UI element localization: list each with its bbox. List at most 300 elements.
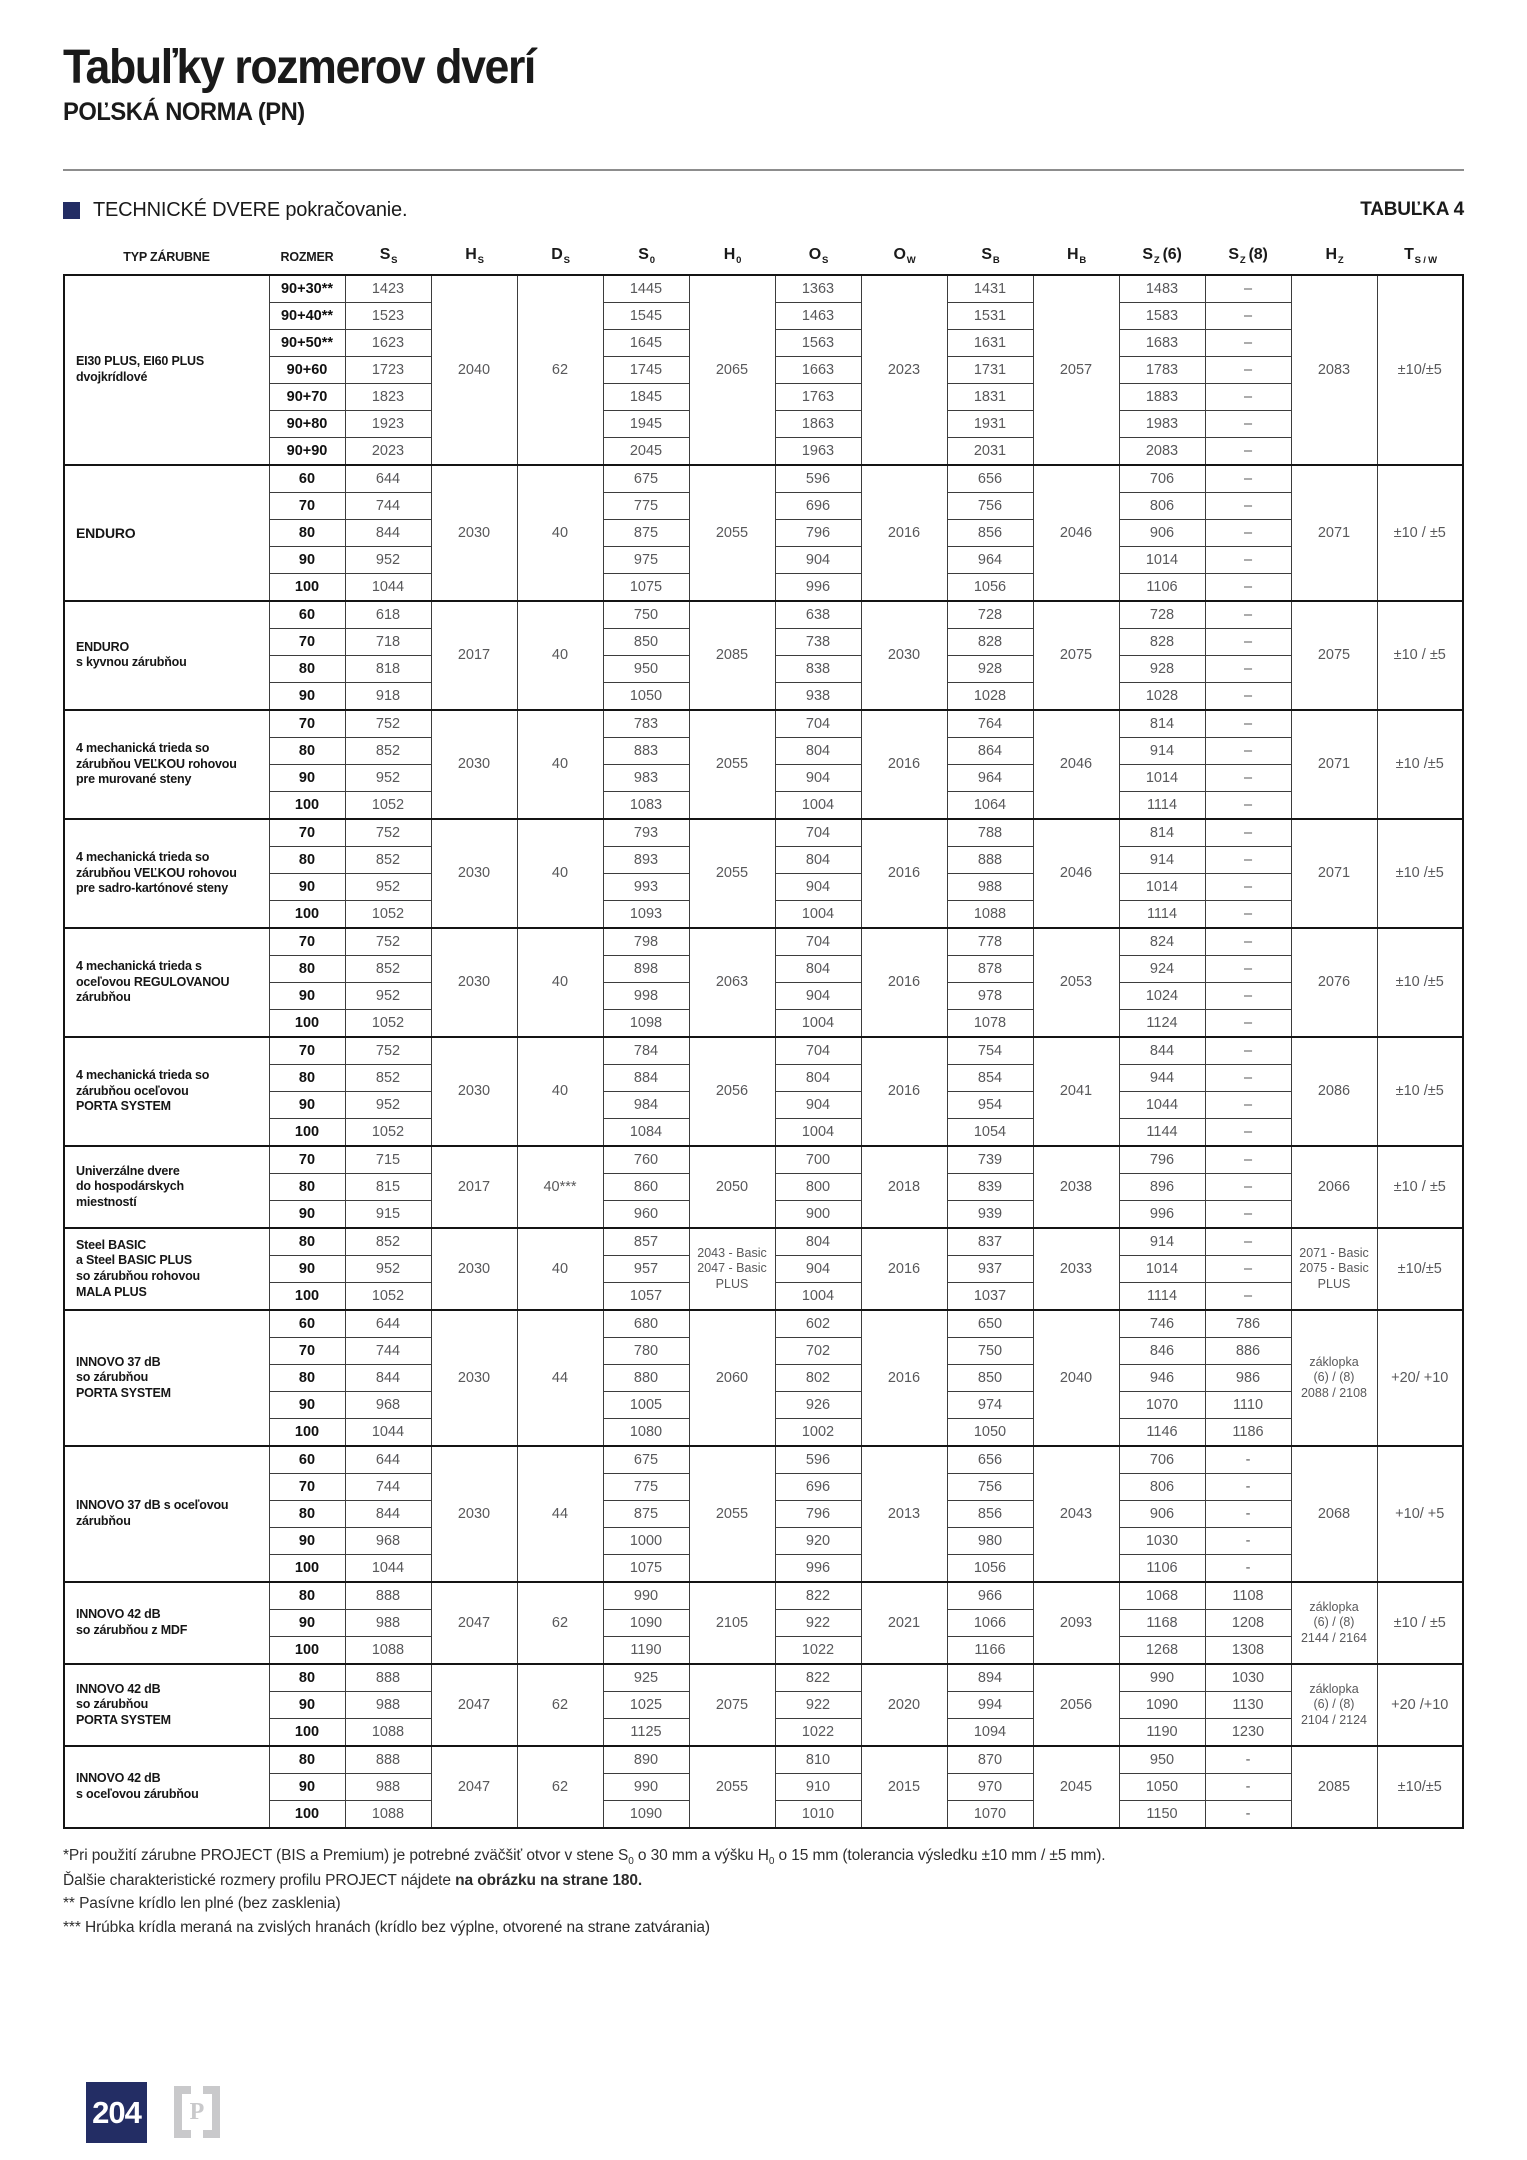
value-cell-sz6: 1114: [1119, 791, 1205, 819]
size-cell: 90: [269, 1255, 345, 1282]
value-cell-hb: 2033: [1033, 1228, 1119, 1310]
size-cell: 80: [269, 1746, 345, 1774]
value-cell-os: 904: [775, 546, 861, 573]
value-cell-sz6: 1190: [1119, 1718, 1205, 1746]
value-cell-os: 1963: [775, 437, 861, 465]
value-cell-s0: 1745: [603, 356, 689, 383]
size-cell: 60: [269, 1310, 345, 1338]
value-cell-sz8: –: [1205, 682, 1291, 710]
value-cell-s0: 975: [603, 546, 689, 573]
value-cell-os: 804: [775, 737, 861, 764]
tolerance-cell: +20 /+10: [1377, 1664, 1463, 1746]
value-cell-sz6: 906: [1119, 1500, 1205, 1527]
value-cell-hz: 2071: [1291, 710, 1377, 819]
value-cell-h0: 2055: [689, 1446, 775, 1582]
size-cell: 90: [269, 682, 345, 710]
value-cell-sz8: –: [1205, 492, 1291, 519]
size-cell: 80: [269, 955, 345, 982]
value-cell-s0: 1080: [603, 1418, 689, 1446]
value-cell-sz8: –: [1205, 302, 1291, 329]
value-cell-ds: 62: [517, 1746, 603, 1828]
value-cell-os: 822: [775, 1582, 861, 1610]
value-cell-s0: 990: [603, 1773, 689, 1800]
value-cell-ow: 2016: [861, 1037, 947, 1146]
frame-type-cell: ENDURO: [64, 465, 269, 601]
value-cell-sz8: –: [1205, 846, 1291, 873]
value-cell-ow: 2015: [861, 1746, 947, 1828]
value-cell-hs: 2030: [431, 1310, 517, 1446]
value-cell-ss: 1052: [345, 1009, 431, 1037]
value-cell-sb: 1531: [947, 302, 1033, 329]
value-cell-ss: 618: [345, 601, 431, 629]
value-cell-sz6: 1683: [1119, 329, 1205, 356]
value-cell-ss: 1052: [345, 900, 431, 928]
value-cell-hb: 2056: [1033, 1664, 1119, 1746]
value-cell-ss: 852: [345, 955, 431, 982]
value-cell-hs: 2040: [431, 275, 517, 465]
value-cell-sz8: 886: [1205, 1337, 1291, 1364]
value-cell-s0: 957: [603, 1255, 689, 1282]
value-cell-os: 1002: [775, 1418, 861, 1446]
table-row: [64, 465, 1463, 493]
value-cell-os: 802: [775, 1364, 861, 1391]
value-cell-s0: 1190: [603, 1636, 689, 1664]
column-header-subscript: 0: [736, 254, 742, 266]
size-cell: 90: [269, 764, 345, 791]
value-cell-sz6: 914: [1119, 737, 1205, 764]
value-cell-sz8: -: [1205, 1800, 1291, 1828]
value-cell-ss: 888: [345, 1746, 431, 1774]
value-cell-sz6: 1114: [1119, 1282, 1205, 1310]
value-cell-sb: 828: [947, 628, 1033, 655]
size-cell: 80: [269, 737, 345, 764]
value-cell-ow: 2016: [861, 1310, 947, 1446]
value-cell-hb: 2043: [1033, 1446, 1119, 1582]
column-header: $S_Z$ (8): [1228, 245, 1268, 266]
value-cell-sz6: 1114: [1119, 900, 1205, 928]
value-cell-s0: 990: [603, 1582, 689, 1610]
value-cell-ss: 852: [345, 737, 431, 764]
value-cell-os: 904: [775, 764, 861, 791]
value-cell-sz8: –: [1205, 1228, 1291, 1256]
table-title: TABUĽKA 4: [1360, 199, 1464, 221]
value-cell-sb: 964: [947, 764, 1033, 791]
value-cell-ss: 1052: [345, 1282, 431, 1310]
value-cell-ss: 1044: [345, 1418, 431, 1446]
value-cell-sz8: 1108: [1205, 1582, 1291, 1610]
value-cell-os: 822: [775, 1664, 861, 1692]
value-cell-os: 1004: [775, 791, 861, 819]
value-cell-sz6: 1124: [1119, 1009, 1205, 1037]
size-cell: 90+70: [269, 383, 345, 410]
size-cell: 80: [269, 1173, 345, 1200]
value-cell-sz8: –: [1205, 437, 1291, 465]
frame-type-cell: 4 mechanická trieda so zárubňou oceľovou PORTA SYSTEM: [64, 1037, 269, 1146]
value-cell-sz6: 946: [1119, 1364, 1205, 1391]
value-cell-ow: 2016: [861, 819, 947, 928]
value-cell-sb: 928: [947, 655, 1033, 682]
value-cell-sb: 864: [947, 737, 1033, 764]
size-cell: 90+50**: [269, 329, 345, 356]
column-header: $H_B$: [1066, 245, 1087, 266]
value-cell-s0: 1645: [603, 329, 689, 356]
tolerance-cell: +10/ +5: [1377, 1446, 1463, 1582]
size-cell: 70: [269, 1037, 345, 1065]
value-cell-sz6: 1014: [1119, 873, 1205, 900]
value-cell-hb: 2046: [1033, 819, 1119, 928]
value-cell-sz8: –: [1205, 764, 1291, 791]
column-header-subscript: S: [391, 254, 398, 266]
tolerance-cell: ±10 /±5: [1377, 1037, 1463, 1146]
value-cell-sz6: 706: [1119, 1446, 1205, 1474]
value-cell-sz8: –: [1205, 519, 1291, 546]
value-cell-sb: 856: [947, 519, 1033, 546]
value-cell-ss: 988: [345, 1773, 431, 1800]
column-header-subscript: B: [992, 254, 1000, 266]
value-cell-ss: 1823: [345, 383, 431, 410]
table-row: [64, 601, 1463, 629]
value-cell-ss: 644: [345, 1310, 431, 1338]
size-cell: 60: [269, 465, 345, 493]
value-cell-os: 920: [775, 1527, 861, 1554]
value-cell-sb: 750: [947, 1337, 1033, 1364]
value-cell-sz8: –: [1205, 628, 1291, 655]
value-cell-ss: 952: [345, 982, 431, 1009]
value-cell-sb: 1066: [947, 1609, 1033, 1636]
value-cell-ss: 715: [345, 1146, 431, 1174]
value-cell-sb: 1831: [947, 383, 1033, 410]
value-cell-s0: 798: [603, 928, 689, 956]
value-cell-ds: 44: [517, 1446, 603, 1582]
value-cell-os: 1863: [775, 410, 861, 437]
value-cell-s0: 883: [603, 737, 689, 764]
value-cell-sz8: –: [1205, 1091, 1291, 1118]
value-cell-sz8: -: [1205, 1527, 1291, 1554]
value-cell-ow: 2016: [861, 1228, 947, 1310]
size-cell: 100: [269, 573, 345, 601]
value-cell-sz8: –: [1205, 275, 1291, 303]
value-cell-ss: 1052: [345, 791, 431, 819]
value-cell-sz6: 990: [1119, 1664, 1205, 1692]
value-cell-ss: 968: [345, 1391, 431, 1418]
value-cell-s0: 884: [603, 1064, 689, 1091]
value-cell-sz8: –: [1205, 737, 1291, 764]
value-cell-hz: záklopka (6) / (8) 2144 / 2164: [1291, 1582, 1377, 1664]
value-cell-ss: 1044: [345, 573, 431, 601]
value-cell-os: 838: [775, 655, 861, 682]
size-cell: 90+80: [269, 410, 345, 437]
value-cell-s0: 983: [603, 764, 689, 791]
value-cell-ss: 952: [345, 1255, 431, 1282]
tolerance-cell: ±10 / ±5: [1377, 601, 1463, 710]
value-cell-sz6: 1090: [1119, 1691, 1205, 1718]
section-title: TECHNICKÉ DVERE pokračovanie.: [93, 198, 408, 221]
value-cell-os: 922: [775, 1691, 861, 1718]
section-header-left: [63, 199, 407, 222]
size-cell: 90+40**: [269, 302, 345, 329]
value-cell-sb: 739: [947, 1146, 1033, 1174]
value-cell-s0: 1084: [603, 1118, 689, 1146]
value-cell-hb: 2040: [1033, 1310, 1119, 1446]
table-row: [64, 819, 1463, 847]
value-cell-sb: 837: [947, 1228, 1033, 1256]
table-row: [64, 1664, 1463, 1692]
frame-type-cell: INNOVO 37 dB s oceľovou zárubňou: [64, 1446, 269, 1582]
value-cell-h0: 2065: [689, 275, 775, 465]
value-cell-ds: 40: [517, 465, 603, 601]
value-cell-sb: 856: [947, 1500, 1033, 1527]
value-cell-sz6: 1044: [1119, 1091, 1205, 1118]
value-cell-ow: 2016: [861, 928, 947, 1037]
value-cell-ss: 744: [345, 1473, 431, 1500]
value-cell-os: 1004: [775, 900, 861, 928]
value-cell-sz8: –: [1205, 710, 1291, 738]
value-cell-sb: 966: [947, 1582, 1033, 1610]
value-cell-hs: 2047: [431, 1582, 517, 1664]
value-cell-s0: 890: [603, 1746, 689, 1774]
size-cell: 80: [269, 655, 345, 682]
value-cell-s0: 875: [603, 519, 689, 546]
value-cell-sz6: 1146: [1119, 1418, 1205, 1446]
frame-type-cell: INNOVO 37 dB so zárubňou PORTA SYSTEM: [64, 1310, 269, 1446]
value-cell-h0: 2085: [689, 601, 775, 710]
value-cell-os: 796: [775, 1500, 861, 1527]
value-cell-sz6: 1014: [1119, 764, 1205, 791]
value-cell-ss: 1088: [345, 1718, 431, 1746]
value-cell-sz8: –: [1205, 655, 1291, 682]
size-cell: 100: [269, 1418, 345, 1446]
column-header-subscript: S: [563, 254, 570, 266]
value-cell-sz6: 1106: [1119, 573, 1205, 601]
value-cell-hz: 2076: [1291, 928, 1377, 1037]
value-cell-os: 696: [775, 1473, 861, 1500]
value-cell-sz8: –: [1205, 1173, 1291, 1200]
value-cell-sz6: 928: [1119, 655, 1205, 682]
frame-type-cell: INNOVO 42 dB so zárubňou PORTA SYSTEM: [64, 1664, 269, 1746]
value-cell-os: 1022: [775, 1718, 861, 1746]
value-cell-os: 738: [775, 628, 861, 655]
tolerance-cell: ±10 / ±5: [1377, 465, 1463, 601]
value-cell-sb: 1431: [947, 275, 1033, 303]
value-cell-sb: 1094: [947, 1718, 1033, 1746]
value-cell-s0: 960: [603, 1200, 689, 1228]
value-cell-sz8: –: [1205, 1064, 1291, 1091]
value-cell-sz8: –: [1205, 1009, 1291, 1037]
column-header: $O_W$: [893, 245, 916, 266]
value-cell-sz6: 1983: [1119, 410, 1205, 437]
frame-type-cell: 4 mechanická trieda s oceľovou REGULOVANOU zárubňou: [64, 928, 269, 1037]
value-cell-sz8: -: [1205, 1773, 1291, 1800]
value-cell-ss: 988: [345, 1691, 431, 1718]
value-cell-sb: 1056: [947, 573, 1033, 601]
column-header-subscript: S / W: [1414, 254, 1437, 266]
value-cell-hz: 2071: [1291, 819, 1377, 928]
value-cell-sz8: –: [1205, 791, 1291, 819]
value-cell-sb: 1064: [947, 791, 1033, 819]
value-cell-sz6: 924: [1119, 955, 1205, 982]
value-cell-sz6: 1030: [1119, 1527, 1205, 1554]
value-cell-sz6: 914: [1119, 846, 1205, 873]
size-cell: 80: [269, 1364, 345, 1391]
value-cell-sz6: 828: [1119, 628, 1205, 655]
table-body: [64, 275, 1463, 1828]
value-cell-os: 596: [775, 465, 861, 493]
size-cell: 90: [269, 1773, 345, 1800]
tolerance-cell: ±10 /±5: [1377, 928, 1463, 1037]
value-cell-ow: 2018: [861, 1146, 947, 1228]
frame-type-cell: ENDURO s kyvnou zárubňou: [64, 601, 269, 710]
value-cell-sb: 964: [947, 546, 1033, 573]
column-header: $T_{S / W}$: [1404, 245, 1437, 266]
value-cell-sz8: –: [1205, 410, 1291, 437]
value-cell-os: 938: [775, 682, 861, 710]
value-cell-s0: 793: [603, 819, 689, 847]
value-cell-sz6: 1883: [1119, 383, 1205, 410]
value-cell-ss: 952: [345, 546, 431, 573]
size-cell: 70: [269, 819, 345, 847]
value-cell-s0: 880: [603, 1364, 689, 1391]
table-row: [64, 275, 1463, 303]
value-cell-sz6: 728: [1119, 601, 1205, 629]
value-cell-sz8: –: [1205, 928, 1291, 956]
value-cell-sz8: 1186: [1205, 1418, 1291, 1446]
value-cell-ss: 844: [345, 519, 431, 546]
column-header: ROZMER: [280, 249, 334, 264]
value-cell-s0: 1075: [603, 573, 689, 601]
value-cell-h0: 2105: [689, 1582, 775, 1664]
value-cell-s0: 2045: [603, 437, 689, 465]
value-cell-ss: 815: [345, 1173, 431, 1200]
value-cell-sz6: 996: [1119, 1200, 1205, 1228]
value-cell-hz: 2071: [1291, 465, 1377, 601]
value-cell-ss: 818: [345, 655, 431, 682]
value-cell-hb: 2093: [1033, 1582, 1119, 1664]
value-cell-ss: 952: [345, 1091, 431, 1118]
value-cell-s0: 1075: [603, 1554, 689, 1582]
value-cell-sz8: -: [1205, 1473, 1291, 1500]
value-cell-s0: 1098: [603, 1009, 689, 1037]
brand-logo-letter: P: [189, 2098, 205, 2125]
value-cell-os: 1363: [775, 275, 861, 303]
value-cell-s0: 857: [603, 1228, 689, 1256]
value-cell-s0: 780: [603, 1337, 689, 1364]
value-cell-os: 704: [775, 710, 861, 738]
value-cell-os: 922: [775, 1609, 861, 1636]
value-cell-ow: 2023: [861, 275, 947, 465]
brand-logo: [174, 2086, 220, 2138]
value-cell-sb: 978: [947, 982, 1033, 1009]
value-cell-s0: 875: [603, 1500, 689, 1527]
value-cell-sz6: 914: [1119, 1228, 1205, 1256]
size-cell: 70: [269, 1146, 345, 1174]
value-cell-s0: 950: [603, 655, 689, 682]
value-cell-sz6: 950: [1119, 1746, 1205, 1774]
value-cell-sb: 1028: [947, 682, 1033, 710]
value-cell-sz8: –: [1205, 546, 1291, 573]
value-cell-os: 900: [775, 1200, 861, 1228]
value-cell-sb: 788: [947, 819, 1033, 847]
page-title: Tabuľky rozmerov dverí: [63, 41, 535, 94]
value-cell-os: 810: [775, 1746, 861, 1774]
value-cell-sz6: 1150: [1119, 1800, 1205, 1828]
value-cell-sz6: 846: [1119, 1337, 1205, 1364]
value-cell-sb: 728: [947, 601, 1033, 629]
value-cell-sz6: 1068: [1119, 1582, 1205, 1610]
column-header: $S_Z$ (6): [1142, 245, 1182, 266]
value-cell-hs: 2030: [431, 1446, 517, 1582]
value-cell-hb: 2075: [1033, 601, 1119, 710]
footnote: *Pri použití zárubne PROJECT (BIS a Premium) je potrebné zväčšiť otvor v stene $S_0$ o 30 mm a výšku $H_0$ o 15 mm (tolerancia výsledku ±10 mm / ±5 mm).: [63, 1846, 1106, 1868]
value-cell-sz8: –: [1205, 955, 1291, 982]
value-cell-ds: 40***: [517, 1146, 603, 1228]
size-cell: 100: [269, 1118, 345, 1146]
value-cell-ss: 844: [345, 1500, 431, 1527]
value-cell-ss: 888: [345, 1664, 431, 1692]
value-cell-sz6: 1050: [1119, 1773, 1205, 1800]
value-cell-os: 702: [775, 1337, 861, 1364]
value-cell-hs: 2047: [431, 1664, 517, 1746]
value-cell-h0: 2055: [689, 465, 775, 601]
value-cell-sz6: 896: [1119, 1173, 1205, 1200]
tolerance-cell: +20/ +10: [1377, 1310, 1463, 1446]
size-cell: 90: [269, 546, 345, 573]
size-cell: 90: [269, 1200, 345, 1228]
value-cell-os: 804: [775, 1064, 861, 1091]
value-cell-ow: 2020: [861, 1664, 947, 1746]
tolerance-cell: ±10 / ±5: [1377, 1146, 1463, 1228]
value-cell-os: 996: [775, 573, 861, 601]
value-cell-s0: 1057: [603, 1282, 689, 1310]
column-header: $H_Z$: [1325, 245, 1344, 266]
value-cell-ds: 62: [517, 275, 603, 465]
value-cell-hz: 2066: [1291, 1146, 1377, 1228]
header-row: [64, 246, 1463, 275]
value-cell-os: 796: [775, 519, 861, 546]
value-cell-h0: 2055: [689, 819, 775, 928]
value-cell-hb: 2041: [1033, 1037, 1119, 1146]
column-header: $O_S$: [808, 245, 829, 266]
value-cell-hz: 2085: [1291, 1746, 1377, 1828]
value-cell-os: 704: [775, 1037, 861, 1065]
value-cell-hs: 2030: [431, 819, 517, 928]
value-cell-os: 804: [775, 955, 861, 982]
value-cell-s0: 1000: [603, 1527, 689, 1554]
size-cell: 80: [269, 1064, 345, 1091]
value-cell-s0: 783: [603, 710, 689, 738]
tolerance-cell: ±10/±5: [1377, 1228, 1463, 1310]
value-cell-sz8: 1030: [1205, 1664, 1291, 1692]
value-cell-sz8: 1110: [1205, 1391, 1291, 1418]
value-cell-os: 638: [775, 601, 861, 629]
value-cell-ss: 888: [345, 1582, 431, 1610]
value-cell-s0: 1845: [603, 383, 689, 410]
value-cell-sz8: –: [1205, 383, 1291, 410]
value-cell-s0: 984: [603, 1091, 689, 1118]
value-cell-sb: 656: [947, 465, 1033, 493]
value-cell-h0: 2075: [689, 1664, 775, 1746]
column-header-subscript: B: [1079, 254, 1087, 266]
value-cell-ds: 44: [517, 1310, 603, 1446]
table-row: [64, 1446, 1463, 1474]
value-cell-sz6: 814: [1119, 819, 1205, 847]
value-cell-s0: 775: [603, 492, 689, 519]
value-cell-sb: 1731: [947, 356, 1033, 383]
footnotes: [63, 1844, 1464, 1939]
value-cell-h0: 2055: [689, 1746, 775, 1828]
value-cell-sz8: –: [1205, 873, 1291, 900]
value-cell-hb: 2038: [1033, 1146, 1119, 1228]
value-cell-os: 596: [775, 1446, 861, 1474]
